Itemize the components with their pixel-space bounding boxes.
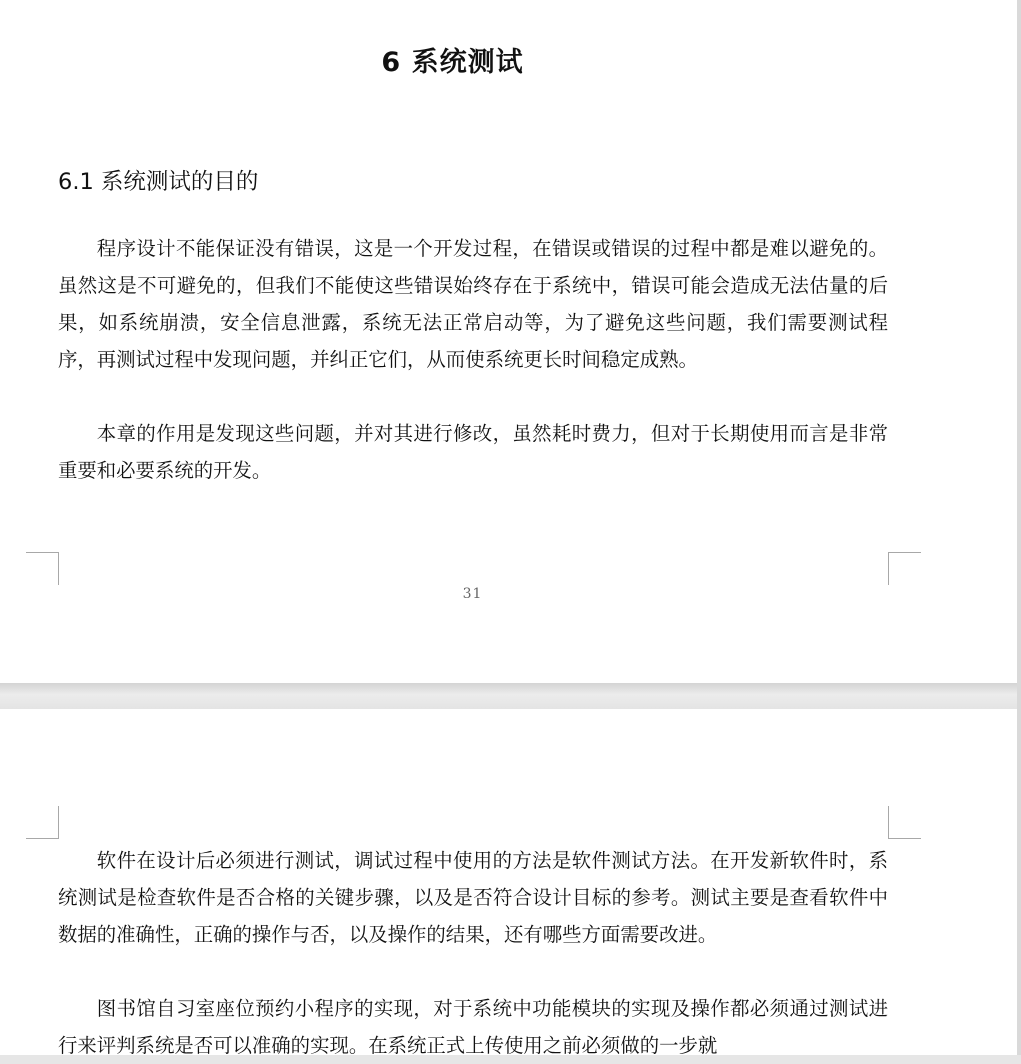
page-number: 31 [462,586,483,602]
body-paragraph: 程序设计不能保证没有错误，这是一个开发过程，在错误或错误的过程中都是难以避免的。虽然这是不可避免的，但我们不能使这些错误始终存在于系统中，错误可能会造成无法估量的后果，如系统崩溃，安全信息泄露，系统无法正常启动等，为了避免这些问题，我们需要测试程序，再测试过程中发现问题，并纠正它们，从而使系统更长时间稳定成熟。 [58,237,888,371]
body-paragraph: 本章的作用是发现这些问题，并对其进行修改，虽然耗时费力，但对于长期使用而言是非常重要和必要系统的开发。 [58,422,888,482]
crop-mark-bottom-right [888,552,921,585]
section-title: 6.1 系统测试的目的 [58,169,259,195]
crop-mark-top-right [888,806,921,839]
page-separator [0,683,1021,709]
body-paragraph: 软件在设计后必须进行测试，调试过程中使用的方法是软件测试方法。在开发新软件时，系统测试是检查软件是否合格的关键步骤，以及是否符合设计目标的参考。测试主要是查看软件中数据的准确性，正确的操作与否，以及操作的结果，还有哪些方面需要改进。 [58,849,888,946]
chapter-title: 6 系统测试 [381,47,524,78]
body-paragraph: 图书馆自习室座位预约小程序的实现，对于系统中功能模块的实现及操作都必须通过测试进行来评判系统是否可以准确的实现。在系统正式上传使用之前必须做的一步就 [58,997,888,1057]
window-edge [1017,0,1021,1055]
crop-mark-bottom-left [26,552,59,585]
crop-mark-top-left [26,806,59,839]
